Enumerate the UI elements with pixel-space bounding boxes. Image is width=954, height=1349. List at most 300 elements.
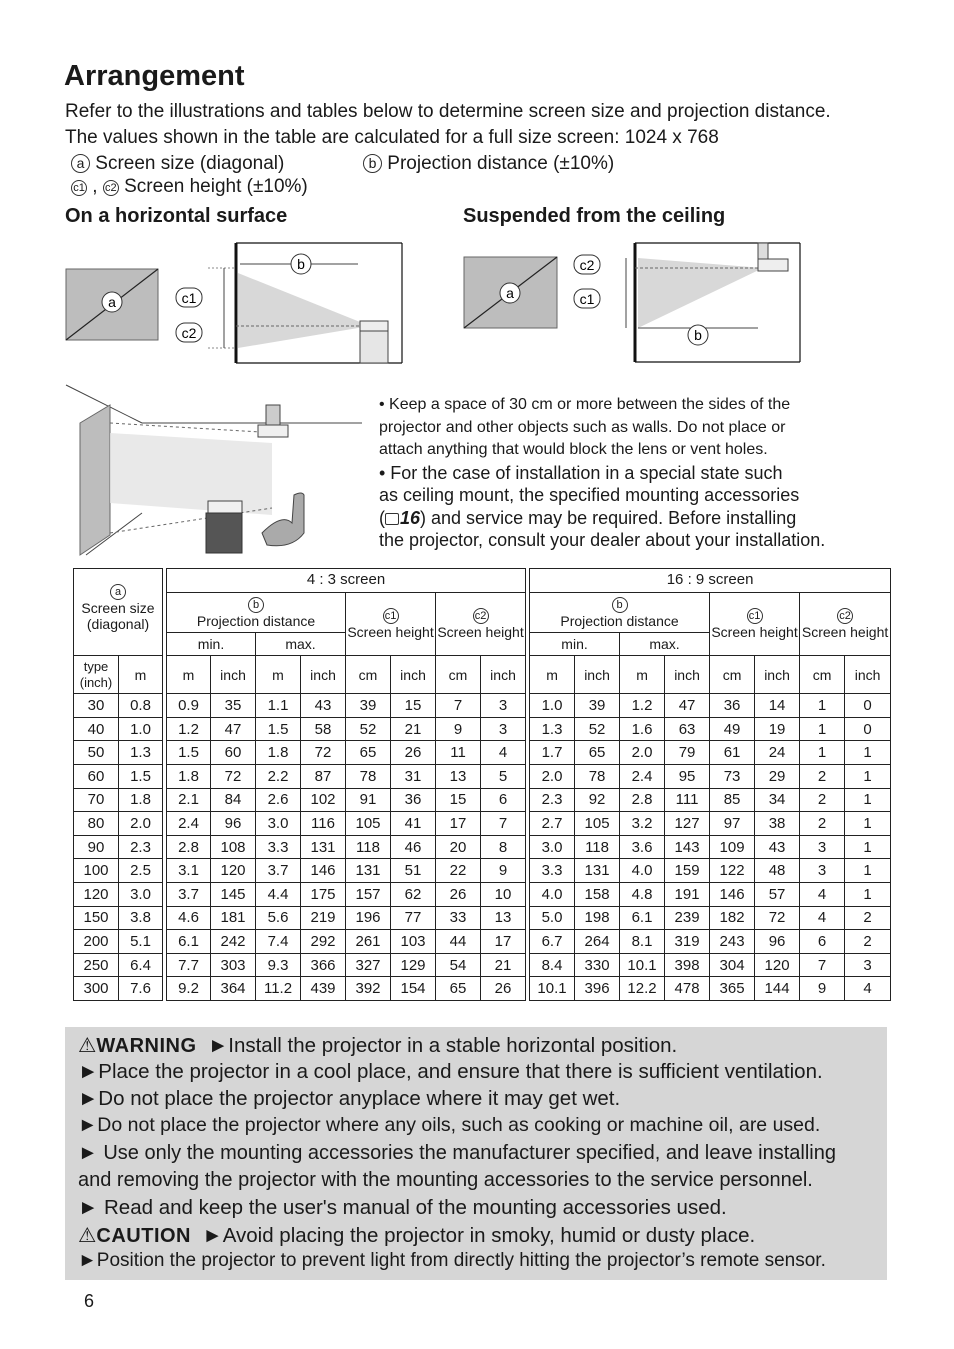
table-cell: 366	[301, 953, 346, 977]
caution-icon: ⚠	[78, 1224, 97, 1247]
table-cell: 105	[346, 812, 391, 836]
table-cell: 1.8	[256, 741, 301, 765]
table-cell: 4	[800, 906, 845, 930]
table-cell: 6.1	[167, 930, 211, 954]
table-cell: 26	[391, 741, 436, 765]
table-cell: 1	[845, 788, 891, 812]
table-cell: 2	[800, 812, 845, 836]
table-cell: 85	[710, 788, 755, 812]
table-cell: 3.3	[256, 835, 301, 859]
unit-header: m	[620, 656, 665, 694]
table-cell: 33	[436, 906, 481, 930]
warning-line-1	[78, 1033, 677, 1058]
header-c2-169	[800, 592, 891, 656]
table-cell: 191	[665, 882, 710, 906]
table-cell: 1.0	[119, 717, 163, 741]
table-cell: 264	[575, 930, 620, 954]
warning-line-2: ►Place the projector in a cool place, and ensure that there is sufficient ventilation.	[78, 1060, 823, 1083]
ceiling-mount	[266, 405, 280, 425]
table-cell: 109	[710, 835, 755, 859]
projection-beam	[110, 433, 272, 515]
table-cell: 9.3	[256, 953, 301, 977]
table-cell: 242	[211, 930, 256, 954]
header-screen-size	[74, 569, 163, 656]
table-cell: 4.0	[620, 859, 665, 883]
projector-stand	[206, 513, 242, 553]
unit-header: inch	[845, 656, 891, 694]
legend-a-text: Screen size (diagonal)	[95, 153, 285, 174]
table-cell: 5.0	[530, 906, 575, 930]
table-row	[74, 764, 891, 788]
table-cell: 2.0	[530, 764, 575, 788]
table-cell: 3.7	[256, 859, 301, 883]
note2-paren-open: (	[379, 507, 385, 528]
table-cell: 1	[845, 859, 891, 883]
intro-line-1: Refer to the illustrations and tables below to determine screen size and projection distance.	[65, 101, 831, 122]
table-cell: 146	[301, 859, 346, 883]
unit-header: inch	[211, 656, 256, 694]
header-c2-43	[436, 592, 526, 656]
label-b-ceiling: b	[694, 327, 702, 343]
marker-c1: c1	[71, 180, 87, 196]
mount-icon	[758, 243, 768, 259]
table-cell: 5.1	[119, 930, 163, 954]
label-b: b	[297, 256, 305, 272]
section-horizontal: On a horizontal surface	[65, 205, 288, 227]
caution-text-1: ►Avoid placing the projector in smoky, humid or dusty place.	[202, 1224, 756, 1247]
page-title: Arrangement	[64, 60, 245, 92]
unit-header: m	[167, 656, 211, 694]
table-cell: 65	[346, 741, 391, 765]
warning-icon: ⚠	[78, 1034, 97, 1057]
header-max-169: max.	[620, 632, 710, 656]
table-cell: 13	[436, 764, 481, 788]
table-cell: 97	[710, 812, 755, 836]
note2-line3	[379, 507, 825, 530]
table-cell: 79	[665, 741, 710, 765]
table-cell: 9	[436, 717, 481, 741]
table-cell: 243	[710, 930, 755, 954]
table-cell: 11	[436, 741, 481, 765]
table-cell: 150	[74, 906, 119, 930]
header-proj-distance-43-text: Projection distance	[196, 612, 316, 629]
table-cell: 1.5	[119, 764, 163, 788]
table-cell: 145	[211, 882, 256, 906]
table-cell: 13	[481, 906, 526, 930]
table-cell: 63	[665, 717, 710, 741]
table-cell: 7	[436, 694, 481, 718]
table-cell: 96	[755, 930, 800, 954]
beam-line-1	[110, 423, 277, 433]
marker-c2-table: c2	[473, 608, 489, 624]
wall-screen	[80, 405, 110, 555]
table-cell: 47	[211, 717, 256, 741]
table-cell: 116	[301, 812, 346, 836]
table-cell: 1.3	[119, 741, 163, 765]
table-projector	[208, 501, 242, 513]
table-cell: 122	[710, 859, 755, 883]
table-cell: 36	[391, 788, 436, 812]
table-cell: 439	[301, 977, 346, 1001]
legend-b	[363, 152, 614, 176]
horizontal-diagram	[60, 238, 410, 373]
marker-b: b	[363, 154, 382, 173]
table-cell: 478	[665, 977, 710, 1001]
header-type-inch: type (inch)	[74, 656, 119, 694]
table-cell: 250	[74, 953, 119, 977]
table-cell: 108	[211, 835, 256, 859]
label-c2-ceiling: c2	[579, 257, 595, 273]
note1-line1: • Keep a space of 30 cm or more between the sides of the	[379, 396, 791, 413]
table-cell: 3.1	[167, 859, 211, 883]
section-ceiling: Suspended from the ceiling	[463, 205, 726, 227]
table-cell: 330	[575, 953, 620, 977]
table-cell: 50	[74, 741, 119, 765]
ceiling-projector	[258, 425, 288, 437]
table-cell: 6	[481, 788, 526, 812]
table-cell: 1.8	[119, 788, 163, 812]
table-cell: 90	[74, 835, 119, 859]
header-c1-43-text: Screen height	[347, 624, 434, 641]
table-cell: 87	[301, 764, 346, 788]
unit-header: m	[119, 656, 163, 694]
table-row	[74, 977, 891, 1001]
header-screen-size-text: Screen size (diagonal)	[81, 600, 155, 632]
header-c1-169-text: Screen height	[711, 624, 798, 641]
table-cell: 34	[755, 788, 800, 812]
table-row	[74, 835, 891, 859]
table-cell: 239	[665, 906, 710, 930]
table-cell: 319	[665, 930, 710, 954]
table-cell: 78	[575, 764, 620, 788]
unit-header: m	[256, 656, 301, 694]
table-cell: 80	[74, 812, 119, 836]
table-cell: 61	[710, 741, 755, 765]
table-row	[74, 788, 891, 812]
table-cell: 46	[391, 835, 436, 859]
table-cell: 4	[800, 882, 845, 906]
table-cell: 2.2	[256, 764, 301, 788]
table-row	[74, 694, 891, 718]
table-cell: 219	[301, 906, 346, 930]
table-row	[74, 930, 891, 954]
label-c1: c1	[181, 290, 197, 306]
table-cell: 196	[346, 906, 391, 930]
table-cell: 12.2	[620, 977, 665, 1001]
table-cell: 20	[436, 835, 481, 859]
table-cell: 120	[211, 859, 256, 883]
table-cell: 2.5	[119, 859, 163, 883]
table-cell: 65	[436, 977, 481, 1001]
marker-b-table: b	[248, 597, 264, 613]
table-cell: 29	[755, 764, 800, 788]
table-cell: 30	[74, 694, 119, 718]
warning-line-6: ► Read and keep the user's manual of the mounting accessories used.	[78, 1196, 727, 1219]
table-cell: 1.0	[530, 694, 575, 718]
unit-header: inch	[391, 656, 436, 694]
table-cell: 1	[845, 882, 891, 906]
table-cell: 44	[436, 930, 481, 954]
table-cell: 4	[845, 977, 891, 1001]
screen-size-table	[73, 568, 891, 1001]
table-cell: 7	[481, 812, 526, 836]
table-cell: 1.6	[620, 717, 665, 741]
table-row	[74, 859, 891, 883]
note2-line3-text: ) and service may be required. Before installing	[420, 507, 797, 528]
table-cell: 2.8	[167, 835, 211, 859]
label-c2: c2	[181, 325, 197, 341]
group-16-9: 16 : 9 screen	[530, 569, 891, 593]
table-cell: 10.1	[530, 977, 575, 1001]
marker-c2: c2	[103, 180, 119, 196]
table-cell: 15	[391, 694, 436, 718]
table-cell: 2.1	[167, 788, 211, 812]
table-cell: 131	[301, 835, 346, 859]
table-cell: 21	[481, 953, 526, 977]
table-cell: 3	[845, 953, 891, 977]
table-cell: 105	[575, 812, 620, 836]
header-min-43: min.	[167, 632, 256, 656]
table-cell: 1	[845, 764, 891, 788]
table-cell: 2.8	[620, 788, 665, 812]
table-row	[74, 717, 891, 741]
table-cell: 4.4	[256, 882, 301, 906]
table-cell: 2.7	[530, 812, 575, 836]
table-cell: 62	[391, 882, 436, 906]
table-cell: 1.7	[530, 741, 575, 765]
table-icon	[360, 331, 388, 363]
table-cell: 3.2	[620, 812, 665, 836]
table-cell: 9	[481, 859, 526, 883]
table-cell: 1	[800, 741, 845, 765]
table-cell: 8.1	[620, 930, 665, 954]
note2-line2: as ceiling mount, the specified mounting accessories	[379, 485, 800, 505]
warning-line-5b: and removing the projector with the mounting accessories to the service personnel.	[78, 1169, 813, 1191]
table-cell: 1	[800, 694, 845, 718]
table-cell: 31	[391, 764, 436, 788]
unit-header: m	[530, 656, 575, 694]
table-cell: 1	[845, 741, 891, 765]
table-cell: 38	[755, 812, 800, 836]
table-cell: 3.0	[119, 882, 163, 906]
table-cell: 2	[800, 764, 845, 788]
table-cell: 52	[575, 717, 620, 741]
table-cell: 2	[800, 788, 845, 812]
table-cell: 131	[346, 859, 391, 883]
note2-line1: • For the case of installation in a special state such	[379, 462, 783, 483]
table-cell: 43	[755, 835, 800, 859]
table-cell: 6	[800, 930, 845, 954]
header-proj-distance-169-text: Projection distance	[560, 612, 679, 629]
table-cell: 3	[800, 859, 845, 883]
table-cell: 48	[755, 859, 800, 883]
table-cell: 100	[74, 859, 119, 883]
table-cell: 5	[481, 764, 526, 788]
table-cell: 200	[74, 930, 119, 954]
table-cell: 4	[481, 741, 526, 765]
legend-c-text: Screen height (±10%)	[124, 176, 308, 197]
header-min-169: min.	[530, 632, 620, 656]
caution-line-2: ►Position the projector to prevent light from directly hitting the projector’s remote sensor.	[78, 1250, 826, 1271]
table-cell: 9	[800, 977, 845, 1001]
table-cell: 22	[436, 859, 481, 883]
table-cell: 3.7	[167, 882, 211, 906]
table-cell: 15	[436, 788, 481, 812]
table-cell: 327	[346, 953, 391, 977]
book-icon	[385, 513, 399, 525]
table-cell: 3	[481, 694, 526, 718]
table-cell: 92	[575, 788, 620, 812]
table-cell: 159	[665, 859, 710, 883]
table-cell: 3.3	[530, 859, 575, 883]
beam-line-2	[110, 508, 272, 533]
marker-c1-table: c1	[383, 608, 399, 624]
table-cell: 41	[391, 812, 436, 836]
table-cell: 392	[346, 977, 391, 1001]
label-a: a	[108, 294, 116, 310]
table-cell: 73	[710, 764, 755, 788]
table-cell: 1	[845, 812, 891, 836]
table-cell: 261	[346, 930, 391, 954]
unit-header: inch	[301, 656, 346, 694]
table-cell: 21	[391, 717, 436, 741]
warning-line-3: ►Do not place the projector anyplace where it may get wet.	[78, 1087, 621, 1110]
table-cell: 49	[710, 717, 755, 741]
table-cell: 57	[755, 882, 800, 906]
table-cell: 131	[575, 859, 620, 883]
table-cell: 47	[665, 694, 710, 718]
table-cell: 129	[391, 953, 436, 977]
table-cell: 10.1	[620, 953, 665, 977]
table-cell: 6.7	[530, 930, 575, 954]
table-cell: 1.8	[167, 764, 211, 788]
table-row	[74, 953, 891, 977]
table-cell: 396	[575, 977, 620, 1001]
table-cell: 2.3	[530, 788, 575, 812]
marker-a: a	[71, 154, 90, 173]
table-cell: 103	[391, 930, 436, 954]
table-cell: 95	[665, 764, 710, 788]
notes-block	[379, 394, 825, 552]
table-cell: 58	[301, 717, 346, 741]
table-cell: 182	[710, 906, 755, 930]
table-cell: 72	[301, 741, 346, 765]
table-cell: 4.8	[620, 882, 665, 906]
label-c1-ceiling: c1	[579, 291, 595, 307]
table-cell: 144	[755, 977, 800, 1001]
table-cell: 4.0	[530, 882, 575, 906]
marker-a-table: a	[110, 584, 126, 600]
table-cell: 54	[436, 953, 481, 977]
note2-line4: the projector, consult your dealer about your installation.	[379, 530, 826, 550]
table-cell: 0	[845, 717, 891, 741]
table-cell: 2.0	[620, 741, 665, 765]
table-cell: 43	[301, 694, 346, 718]
table-cell: 304	[710, 953, 755, 977]
table-cell: 7.7	[167, 953, 211, 977]
unit-header: inch	[481, 656, 526, 694]
table-cell: 2.3	[119, 835, 163, 859]
table-cell: 4.6	[167, 906, 211, 930]
table-cell: 2.0	[119, 812, 163, 836]
table-cell: 175	[301, 882, 346, 906]
table-cell: 398	[665, 953, 710, 977]
header-c2-43-text: Screen height	[437, 624, 524, 641]
table-cell: 3	[800, 835, 845, 859]
table-cell: 39	[346, 694, 391, 718]
table-cell: 0.9	[167, 694, 211, 718]
table-cell: 10	[481, 882, 526, 906]
table-cell: 364	[211, 977, 256, 1001]
legend-c	[71, 175, 308, 199]
table-cell: 52	[346, 717, 391, 741]
header-c1-169	[710, 592, 800, 656]
warning-line-4: ►Do not place the projector where any oils, such as cooking or machine oil, are used.	[78, 1114, 821, 1136]
caution-label: CAUTION	[96, 1225, 191, 1247]
warning-text-1: ►Install the projector in a stable horizontal position.	[207, 1034, 678, 1057]
table-cell: 1.2	[167, 717, 211, 741]
table-cell: 60	[211, 741, 256, 765]
table-cell: 35	[211, 694, 256, 718]
table-cell: 8	[481, 835, 526, 859]
warning-line-5a: ► Use only the mounting accessories the manufacturer specified, and leave installing	[78, 1142, 836, 1164]
table-cell: 96	[211, 812, 256, 836]
table-cell: 143	[665, 835, 710, 859]
table-cell: 157	[346, 882, 391, 906]
group-4-3: 4 : 3 screen	[167, 569, 526, 593]
table-cell: 2.4	[167, 812, 211, 836]
projector-icon-ceiling	[758, 259, 788, 271]
table-cell: 2	[845, 906, 891, 930]
table-cell: 65	[575, 741, 620, 765]
table-cell: 51	[391, 859, 436, 883]
table-cell: 78	[346, 764, 391, 788]
table-cell: 26	[436, 882, 481, 906]
marker-c2-table-169: c2	[837, 608, 853, 624]
table-cell: 158	[575, 882, 620, 906]
table-cell: 19	[755, 717, 800, 741]
table-cell: 40	[74, 717, 119, 741]
unit-header: cm	[436, 656, 481, 694]
warning-label: WARNING	[96, 1035, 197, 1057]
unit-header: cm	[346, 656, 391, 694]
header-c1-43	[346, 592, 436, 656]
light-cone	[238, 273, 370, 348]
intro-line-2: The values shown in the table are calculated for a full size screen: 1024 x 768	[65, 127, 719, 148]
table-cell: 3.0	[256, 812, 301, 836]
table-cell: 1	[845, 835, 891, 859]
table-cell: 2.6	[256, 788, 301, 812]
table-cell: 84	[211, 788, 256, 812]
legend-sep: ,	[92, 176, 98, 197]
table-cell: 1.5	[256, 717, 301, 741]
table-cell: 102	[301, 788, 346, 812]
page-ref[interactable]: 16	[400, 507, 421, 528]
table-row	[74, 741, 891, 765]
table-cell: 72	[211, 764, 256, 788]
table-cell: 181	[211, 906, 256, 930]
ceiling-diagram	[458, 238, 808, 368]
table-cell: 3.8	[119, 906, 163, 930]
unit-header: inch	[665, 656, 710, 694]
table-cell: 11.2	[256, 977, 301, 1001]
marker-b-table-169: b	[612, 597, 628, 613]
table-cell: 2	[845, 930, 891, 954]
table-cell: 0.8	[119, 694, 163, 718]
table-cell: 127	[665, 812, 710, 836]
table-cell: 3	[481, 717, 526, 741]
table-row	[74, 812, 891, 836]
